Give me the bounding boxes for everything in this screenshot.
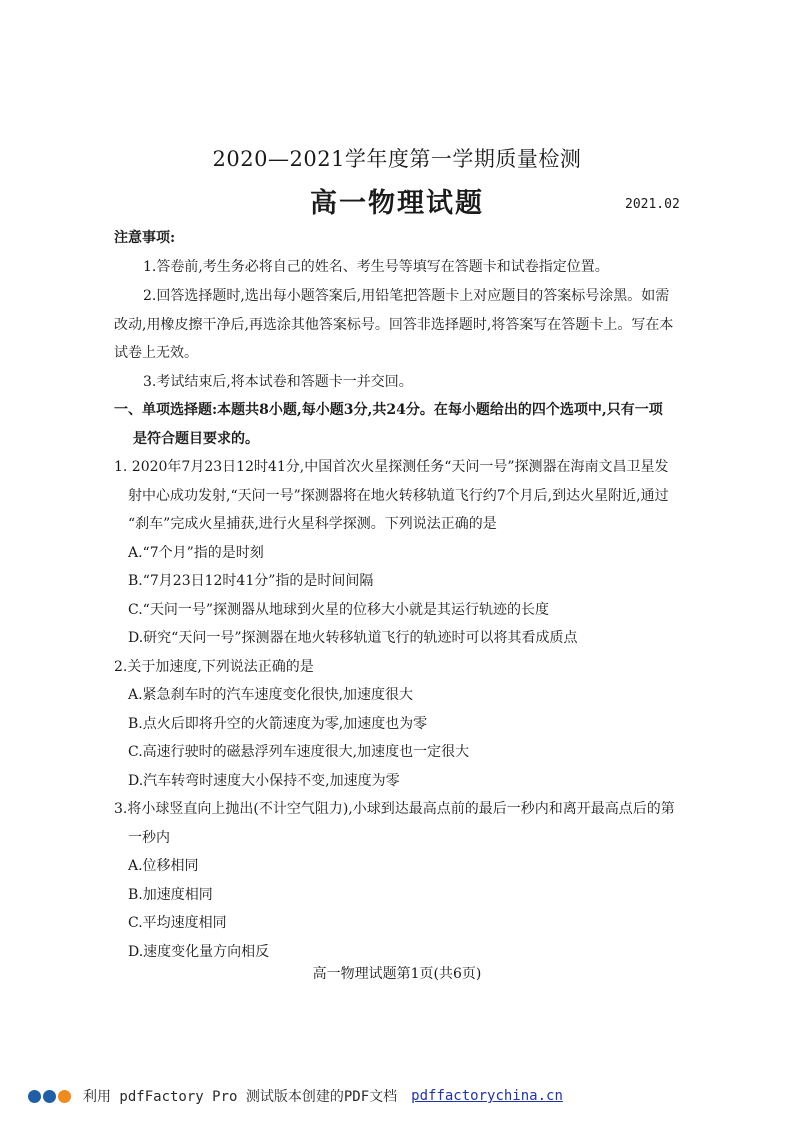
notice-item-1: 1.答卷前,考生务必将自己的姓名、考生号等填写在答题卡和试卷指定位置。: [143, 259, 609, 275]
question-2-option-c: C.高速行驶时的磁悬浮列车速度很大,加速度也一定很大: [128, 744, 470, 760]
question-3-option-a: A.位移相同: [128, 858, 199, 874]
notice-item-3: 3.考试结束后,将本试卷和答题卡一并交回。: [143, 374, 413, 390]
notice-item-2-line-3: 试卷上无效。: [114, 345, 198, 361]
question-3-option-c: C.平均速度相同: [128, 915, 227, 931]
watermark-link[interactable]: pdffactorychina.cn: [411, 1088, 563, 1104]
page-number-footer: 高一物理试题第1页(共6页): [312, 966, 482, 982]
section-heading-line-1: 一、单项选择题:本题共8小题,每小题3分,共24分。在每小题给出的四个选项中,只有一项: [114, 402, 663, 418]
pdffactory-watermark: [28, 1086, 563, 1106]
question-2-stem: 2.关于加速度,下列说法正确的是: [114, 659, 314, 675]
question-3-stem-line-2: 一秒内: [128, 830, 170, 846]
logo-dot-3: [58, 1090, 71, 1103]
question-2-option-b: B.点火后即将升空的火箭速度为零,加速度也为零: [128, 716, 428, 732]
exam-date: 2021.02: [625, 197, 680, 212]
notice-item-2-line-2: 改动,用橡皮擦干净后,再选涂其他答案标号。回答非选择题时,将答案写在答题卡上。写在本: [114, 317, 674, 333]
watermark-text: 利用 pdfFactory Pro 测试版本创建的PDF文档: [83, 1089, 398, 1105]
question-2-option-d: D.汽车转弯时速度大小保持不变,加速度为零: [128, 773, 400, 789]
question-1-stem-line-1: 1. 2020年7月23日12时41分,中国首次火星探测任务“天问一号”探测器在海南文昌卫星发: [114, 459, 669, 475]
question-1-option-b: B.“7月23日12时41分”指的是时间间隔: [128, 573, 374, 589]
logo-dot-1: [28, 1090, 41, 1103]
question-1-stem-line-3: “刹车”完成火星捕获,进行火星科学探测。下列说法正确的是: [128, 516, 497, 532]
question-3-option-d: D.速度变化量方向相反: [128, 944, 270, 960]
question-2-option-a: A.紧急刹车时的汽车速度变化很快,加速度很大: [128, 687, 414, 703]
logo-dot-2: [43, 1090, 56, 1103]
question-3-stem-line-1: 3.将小球竖直向上抛出(不计空气阻力),小球到达最高点前的最后一秒内和离开最高点后的第: [114, 801, 675, 817]
question-1-option-c: C.“天问一号”探测器从地球到火星的位移大小就是其运行轨迹的长度: [128, 602, 549, 618]
pdffactory-logo-icon: [28, 1090, 71, 1103]
question-1-stem-line-2: 射中心成功发射,“天问一号”探测器将在地火转移轨道飞行约7个月后,到达火星附近,通过: [128, 488, 669, 504]
exam-subtitle: 高一物理试题: [310, 188, 484, 219]
question-3-option-b: B.加速度相同: [128, 887, 213, 903]
exam-title: 2020—2021学年度第一学期质量检测: [212, 147, 582, 171]
notice-heading: 注意事项:: [114, 230, 176, 246]
question-1-option-a: A.“7个月”指的是时刻: [128, 545, 264, 561]
notice-item-2-line-1: 2.回答选择题时,选出每小题答案后,用铅笔把答题卡上对应题目的答案标号涂黑。如需: [143, 288, 670, 304]
section-heading-line-2: 是符合题目要求的。: [133, 431, 259, 447]
question-1-option-d: D.研究“天问一号”探测器在地火转移轨道飞行的轨迹时可以将其看成质点: [128, 630, 578, 646]
